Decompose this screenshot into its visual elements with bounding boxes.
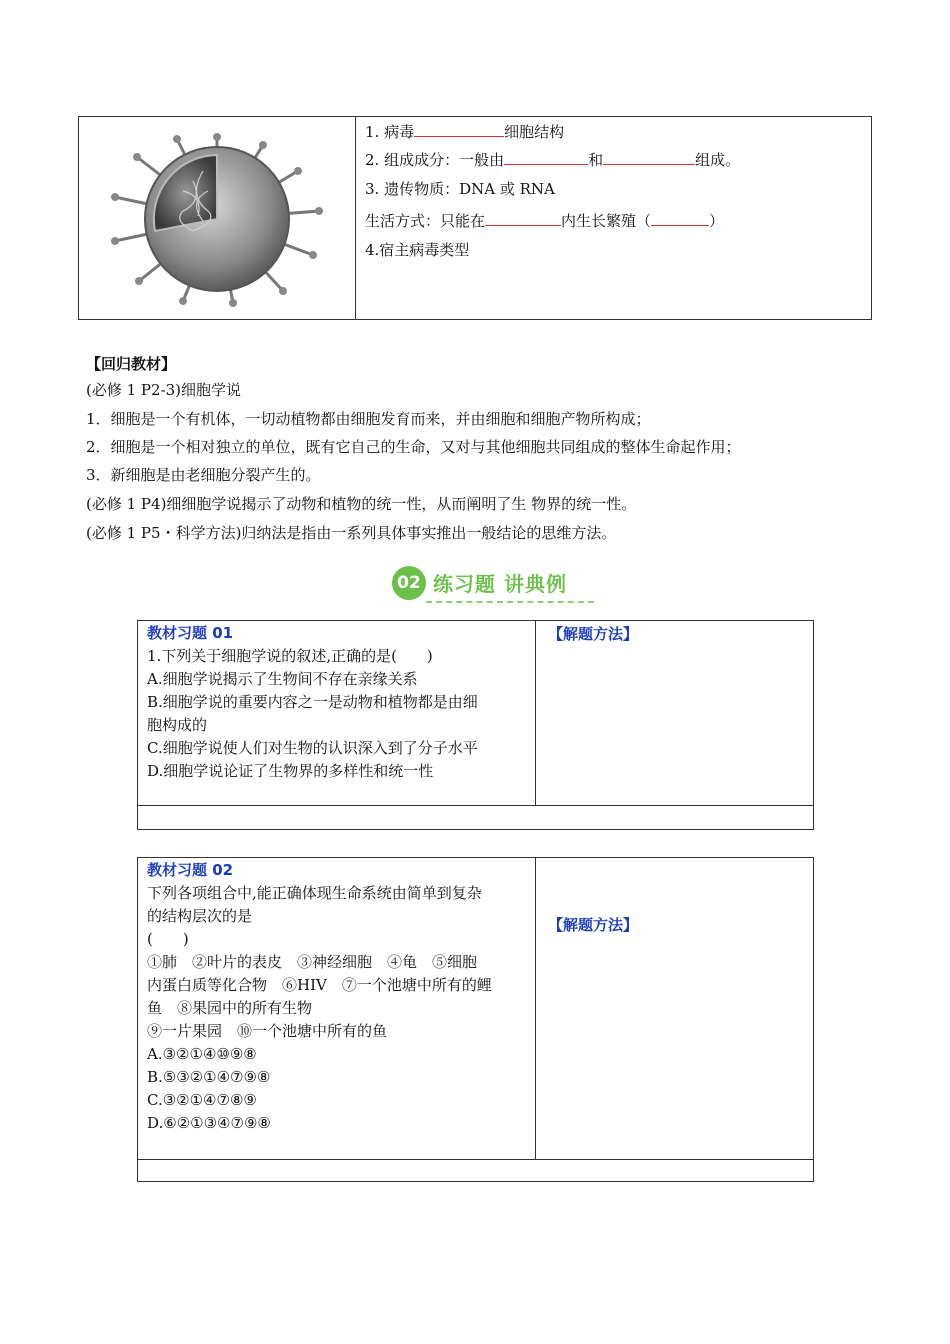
option-b[interactable]: B.细胞学说的重要内容之一是动物和植物都是由细 — [147, 693, 478, 711]
virus-line-1-end: 细胞结构 — [504, 123, 565, 141]
exercise-table-2 — [137, 857, 814, 1182]
option-c[interactable]: C.③②①④⑦⑧⑨ — [147, 1091, 257, 1109]
virus-line-3: 3. 遗传物质：DNA 或 RNA — [365, 180, 555, 198]
exercise-table-1 — [137, 620, 814, 830]
items-line-1: ①肺 ②叶片的表皮 ③神经细胞 ④龟 ⑤细胞 — [147, 953, 478, 971]
row-divider — [138, 805, 813, 806]
section-heading: 【回归教材】 — [86, 355, 177, 373]
option-b-cont: 胞构成的 — [147, 716, 208, 734]
column-divider — [535, 858, 536, 1159]
textbook-point-1: 1．细胞是一个有机体，一切动植物都由细胞发育而来，并由细胞和细胞产物所构成； — [86, 410, 651, 428]
fill-blank[interactable] — [485, 211, 561, 226]
virus-line-1 — [365, 122, 564, 142]
solution-method-label: 【解题方法】 — [548, 916, 639, 934]
exercise-2-question — [147, 859, 532, 1135]
textbook-point-2: 2．细胞是一个相对独立的单位，既有它自己的生命，又对与其他细胞共同组成的整体生命起作用； — [86, 438, 741, 456]
exercise-1-question — [147, 622, 532, 783]
textbook-ref-3: (必修 1 P5・科学方法)归纳法是指由一系列具体事实推出一般结论的思维方法。 — [86, 524, 617, 542]
option-d[interactable]: D.⑥②①③④⑦⑨⑧ — [147, 1114, 271, 1132]
virus-illustration-icon — [93, 131, 341, 307]
solution-method-label: 【解题方法】 — [548, 625, 639, 643]
items-line-3: 鱼 ⑧果园中的所有生物 — [147, 999, 313, 1017]
textbook-point-3: 3．新细胞是由老细胞分裂产生的。 — [86, 466, 321, 484]
table-divider — [355, 117, 356, 319]
items-line-2: 内蛋白质等化合物 ⑥HIV ⑦一个池塘中所有的鲤 — [147, 976, 492, 994]
option-c[interactable]: C.细胞学说使人们对生物的认识深入到了分子水平 — [147, 739, 478, 757]
virus-line-1-start: 1. 病毒 — [365, 123, 415, 141]
textbook-ref-2: (必修 1 P4)细细胞学说揭示了动物和植物的统一性，从而阐明了生 物界的统一性。 — [86, 495, 637, 513]
textbook-ref-1: (必修 1 P2-3)细胞学说 — [86, 381, 242, 399]
exercise-1-title: 教材习题 01 — [147, 624, 234, 642]
fill-blank[interactable] — [414, 122, 504, 137]
banner-number: 02 — [392, 566, 426, 600]
banner-underline — [426, 601, 594, 603]
fill-blank[interactable] — [603, 150, 695, 165]
virus-line-4-start: 生活方式：只能在 — [365, 212, 486, 230]
option-a[interactable]: A.③②①④⑩⑨⑧ — [147, 1045, 257, 1063]
virus-line-2-end: 组成。 — [695, 151, 741, 169]
virus-info-table — [78, 116, 872, 320]
banner-title: 练习题 讲典例 — [433, 572, 567, 596]
row-divider — [138, 1159, 813, 1160]
items-line-4: ⑨一片果园 ⑩一个池塘中所有的鱼 — [147, 1022, 388, 1040]
section-banner — [386, 563, 596, 605]
column-divider — [535, 621, 536, 805]
virus-line-2-start: 2. 组成成分：一般由 — [365, 151, 505, 169]
answer-parens: ( ) — [147, 930, 189, 948]
virus-line-2 — [365, 150, 740, 170]
question-stem: 1.下列关于细胞学说的叙述,正确的是( ) — [147, 647, 433, 665]
option-a[interactable]: A.细胞学说揭示了生物间不存在亲缘关系 — [147, 670, 418, 688]
option-b[interactable]: B.⑤③②①④⑦⑨⑧ — [147, 1068, 271, 1086]
virus-line-2-mid: 和 — [588, 151, 604, 169]
option-d[interactable]: D.细胞学说论证了生物界的多样性和统一性 — [147, 762, 434, 780]
virus-line-4 — [365, 211, 724, 231]
fill-blank[interactable] — [504, 150, 588, 165]
question-stem-cont: 的结构层次的是 — [147, 907, 253, 925]
exercise-2-title: 教材习题 02 — [147, 861, 234, 879]
virus-line-5: 4.宿主病毒类型 — [365, 241, 470, 259]
virus-line-4-mid: 内生长繁殖（ — [561, 212, 652, 230]
question-stem: 下列各项组合中,能正确体现生命系统由简单到复杂 — [147, 884, 482, 902]
fill-blank[interactable] — [651, 211, 709, 226]
virus-line-4-end: ） — [709, 212, 725, 230]
